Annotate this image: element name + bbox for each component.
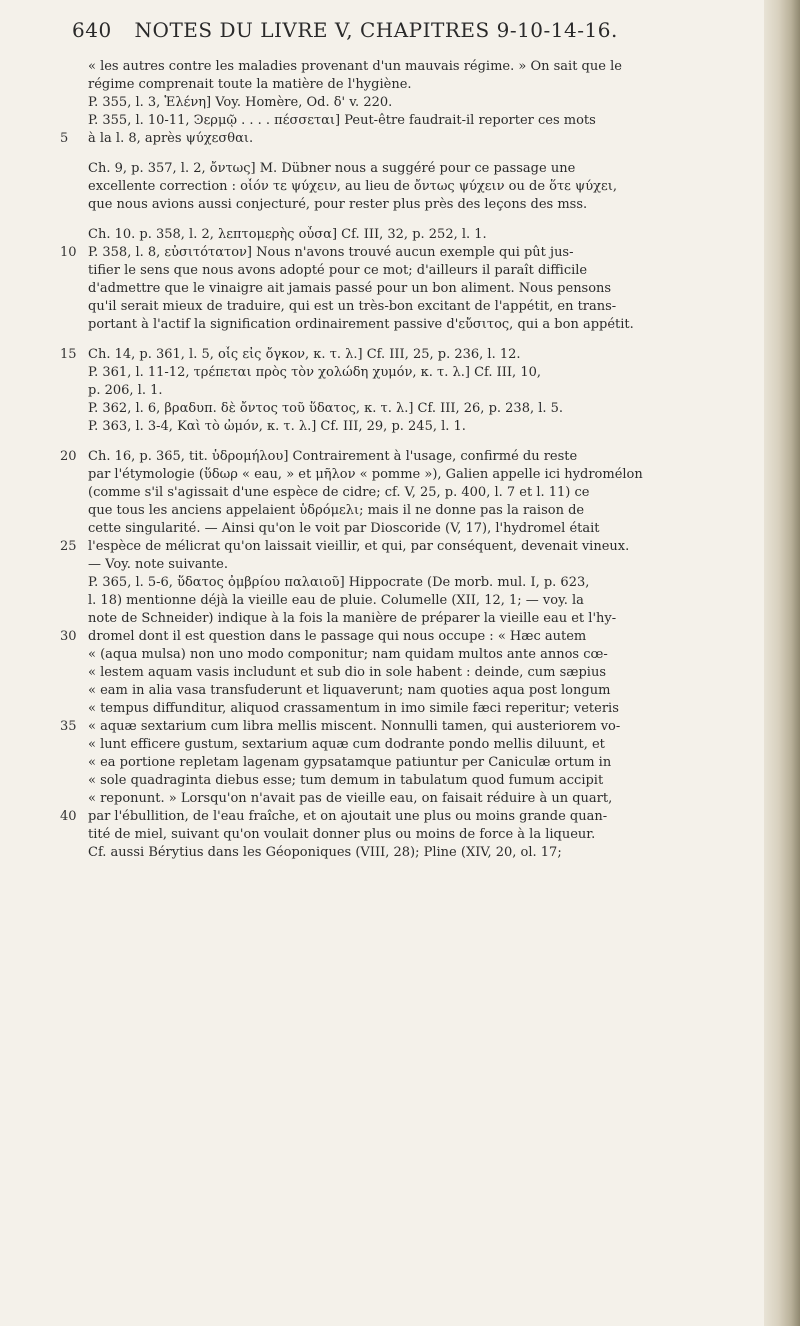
line-text: tité de miel, suivant qu'on voulait donner plus ou moins de force à la liqueur. xyxy=(88,827,596,842)
text-line xyxy=(60,538,720,556)
line-text: cette singularité. — Ainsi qu'on le voit par Dioscoride (V, 17), l'hydromel était xyxy=(88,521,600,536)
line-text: « eam in alia vasa transfuderunt et liquaverunt; nam quoties aqua post longum xyxy=(88,683,611,698)
text-line xyxy=(60,226,720,244)
text-line xyxy=(60,556,720,574)
notes-text xyxy=(60,58,720,874)
text-line xyxy=(60,448,720,466)
line-text: P. 363, l. 3-4, Καὶ τὸ ὠμόν, κ. τ. λ.] Cf. III, 29, p. 245, l. 1. xyxy=(88,419,466,434)
text-line xyxy=(60,364,720,382)
line-text: excellente correction : οἷόν τε ψύχειν, au lieu de ὄντως ψύχειν ou de ὅτε ψύχει, xyxy=(88,179,617,194)
line-text: « lunt efficere gustum, sextarium aquæ cum dodrante pondo mellis diluunt, et xyxy=(88,737,605,752)
text-line xyxy=(60,112,720,130)
text-line xyxy=(60,382,720,400)
text-line xyxy=(60,130,720,148)
line-text: portant à l'actif la signification ordinairement passive d'εὔσιτος, qui a bon appétit. xyxy=(88,317,634,332)
line-text: « reponunt. » Lorsqu'on n'avait pas de vieille eau, on faisait réduire à un quart, xyxy=(88,791,613,806)
text-line xyxy=(60,262,720,280)
line-text: Ch. 10. p. 358, l. 2, λεπτομερὴς οὖσα] Cf. III, 32, p. 252, l. 1. xyxy=(88,227,487,242)
line-number: 35 xyxy=(60,719,77,734)
line-text: « tempus diffunditur, aliquod crassamentum in imo simile fæci reperitur; veteris xyxy=(88,701,619,716)
line-text: « les autres contre les maladies provenant d'un mauvais régime. » On sait que le xyxy=(88,59,622,74)
line-text: qu'il serait mieux de traduire, qui est un très-bon excitant de l'appétit, en trans- xyxy=(88,299,617,314)
text-line xyxy=(60,808,720,826)
text-line xyxy=(60,718,720,736)
text-line xyxy=(60,682,720,700)
text-line xyxy=(60,418,720,436)
running-header xyxy=(72,18,732,42)
line-number: 20 xyxy=(60,449,77,464)
line-text: « (aqua mulsa) non uno modo componitur; nam quidam multos ante annos cœ- xyxy=(88,647,608,662)
line-text: P. 361, l. 11-12, τρέπεται πρὸς τὸν χολώδη χυμόν, κ. τ. λ.] Cf. III, 10, xyxy=(88,365,541,380)
text-line xyxy=(60,592,720,610)
text-line xyxy=(60,316,720,334)
line-number: 5 xyxy=(60,131,69,146)
line-text: par l'étymologie (ὕδωρ « eau, » et μῆλον « pomme »), Galien appelle ici hydromélon xyxy=(88,467,643,482)
text-line xyxy=(60,466,720,484)
line-text: « aquæ sextarium cum libra mellis miscent. Nonnulli tamen, qui austeriorem vo- xyxy=(88,719,621,734)
text-line xyxy=(60,76,720,94)
text-line xyxy=(60,520,720,538)
text-line xyxy=(60,736,720,754)
page-number: 640 xyxy=(72,18,112,42)
text-line xyxy=(60,178,720,196)
text-line xyxy=(60,754,720,772)
text-line xyxy=(60,664,720,682)
line-text: Ch. 9, p. 357, l. 2, ὄντως] M. Dübner nous a suggéré pour ce passage une xyxy=(88,161,576,176)
line-text: p. 206, l. 1. xyxy=(88,383,163,398)
line-text: P. 362, l. 6, βραδυπ. δὲ ὄντος τοῦ ὕδατος, κ. τ. λ.] Cf. III, 26, p. 238, l. 5. xyxy=(88,401,564,416)
text-line xyxy=(60,790,720,808)
line-text: « ea portione repletam lagenam gypsatamque patiuntur per Caniculæ ortum in xyxy=(88,755,612,770)
line-text: régime comprenait toute la matière de l'hygiène. xyxy=(88,77,412,92)
text-line xyxy=(60,196,720,214)
line-text: P. 365, l. 5-6, ὕδατος ὀμβρίου παλαιοῦ] Hippocrate (De morb. mul. I, p. 623, xyxy=(88,575,590,590)
text-line xyxy=(60,502,720,520)
line-text: par l'ébullition, de l'eau fraîche, et on ajoutait une plus ou moins grande quan- xyxy=(88,809,608,824)
line-text: P. 355, l. 10-11, Ͽερμῷ . . . . πέσσεται] Peut-être faudrait-il reporter ces mots xyxy=(88,113,596,128)
text-line xyxy=(60,58,720,76)
line-text: que nous avions aussi conjecturé, pour rester plus près des leçons des mss. xyxy=(88,197,588,212)
text-line xyxy=(60,484,720,502)
line-text: Ch. 14, p. 361, l. 5, οἷς εἰς ὄγκον, κ. τ. λ.] Cf. III, 25, p. 236, l. 12. xyxy=(88,347,521,362)
line-number: 15 xyxy=(60,347,77,362)
line-number: 10 xyxy=(60,245,77,260)
line-text: l'espèce de mélicrat qu'on laissait vieillir, et qui, par conséquent, devenait vineux. xyxy=(88,539,630,554)
text-line xyxy=(60,772,720,790)
text-line xyxy=(60,628,720,646)
text-line xyxy=(60,280,720,298)
line-text: dromel dont il est question dans le passage qui nous occupe : « Hæc autem xyxy=(88,629,587,644)
line-text: d'admettre que le vinaigre ait jamais passé pour un bon aliment. Nous pensons xyxy=(88,281,612,296)
line-number: 40 xyxy=(60,809,77,824)
note-paragraph xyxy=(60,58,720,148)
line-text: — Voy. note suivante. xyxy=(88,557,229,572)
note-paragraph xyxy=(60,346,720,436)
line-text: P. 358, l. 8, εὐσιτότατον] Nous n'avons trouvé aucun exemple qui pût jus- xyxy=(88,245,574,260)
text-line xyxy=(60,160,720,178)
line-text: Ch. 16, p. 365, tit. ὑδρομήλου] Contrairement à l'usage, confirmé du reste xyxy=(88,449,578,464)
text-line xyxy=(60,244,720,262)
note-paragraph xyxy=(60,160,720,214)
note-paragraph xyxy=(60,448,720,862)
line-text: l. 18) mentionne déjà la vieille eau de pluie. Columelle (XII, 12, 1; — voy. la xyxy=(88,593,584,608)
text-line xyxy=(60,610,720,628)
book-binding-edge xyxy=(764,0,800,1326)
text-line xyxy=(60,346,720,364)
text-line xyxy=(60,700,720,718)
line-text: tifier le sens que nous avons adopté pour ce mot; d'ailleurs il paraît difficile xyxy=(88,263,588,278)
line-text: (comme s'il s'agissait d'une espèce de cidre; cf. V, 25, p. 400, l. 7 et l. 11) ce xyxy=(88,485,590,500)
text-line xyxy=(60,94,720,112)
line-number: 30 xyxy=(60,629,77,644)
line-number: 25 xyxy=(60,539,77,554)
running-title: NOTES DU LIVRE V, CHAPITRES 9-10-14-16. xyxy=(134,18,618,42)
text-line xyxy=(60,574,720,592)
text-line xyxy=(60,400,720,418)
text-line xyxy=(60,826,720,844)
text-line xyxy=(60,646,720,664)
text-line xyxy=(60,298,720,316)
line-text: que tous les anciens appelaient ὑδρόμελι; mais il ne donne pas la raison de xyxy=(88,503,585,518)
line-text: à la l. 8, après ψύχεσθαι. xyxy=(88,131,254,146)
line-text: Cf. aussi Bérytius dans les Géoponiques (VIII, 28); Pline (XIV, 20, ol. 17; xyxy=(88,845,562,860)
note-paragraph xyxy=(60,226,720,334)
line-text: « sole quadraginta diebus esse; tum demum in tabulatum quod fumum accipit xyxy=(88,773,604,788)
line-text: note de Schneider) indique à la fois la manière de préparer la vieille eau et l'hy- xyxy=(88,611,617,626)
text-line xyxy=(60,844,720,862)
line-text: P. 355, l. 3, Ἑλένη] Voy. Homère, Od. δ' v. 220. xyxy=(88,95,393,110)
line-text: « lestem aquam vasis includunt et sub dio in sole habent : deinde, cum sæpius xyxy=(88,665,606,680)
